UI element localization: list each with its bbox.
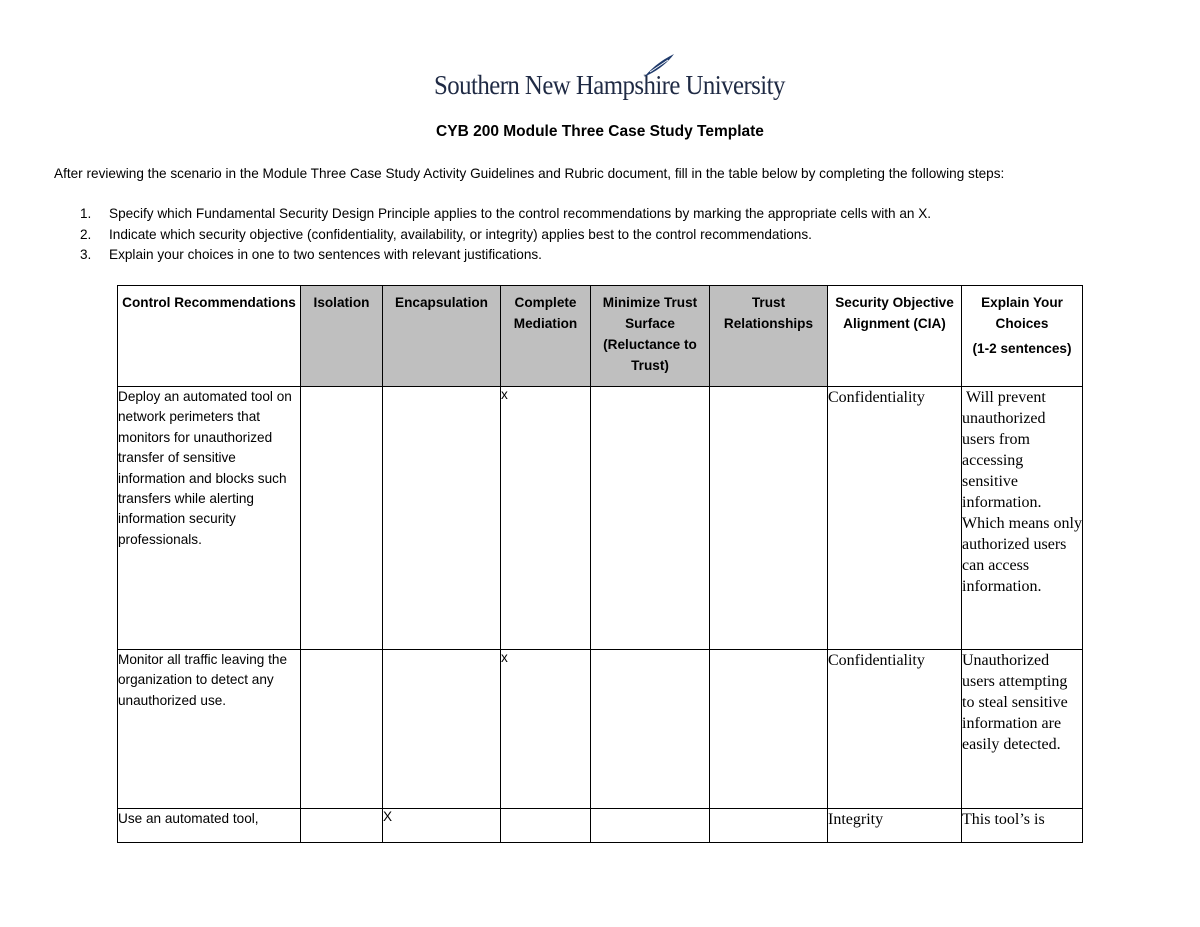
table-row [118,650,1083,809]
list-item [80,227,931,248]
header-encapsulation: Encapsulation [383,286,501,387]
cell-encapsulation[interactable] [383,650,501,809]
header-minimize-trust-surface: Minimize Trust Surface (Reluctance to Trust) [591,286,710,387]
step-number: 3. [80,247,92,262]
list-item [80,206,931,227]
cell-minimize-trust-surface[interactable] [591,809,710,843]
steps-list [80,206,931,268]
cell-isolation[interactable] [301,650,383,809]
cell-control[interactable]: Deploy an automated tool on network perimeters that monitors for unauthorized transfer of sensitive information and blocks such transfers while alerting information security professionals. [118,387,301,650]
cell-minimize-trust-surface[interactable] [591,387,710,650]
header-explain: Explain Your Choices (1-2 sentences) [962,286,1083,387]
table-row [118,387,1083,650]
cell-control[interactable]: Use an automated tool, [118,809,301,843]
header-isolation: Isolation [301,286,383,387]
cell-complete-mediation[interactable]: x [501,387,591,650]
cell-encapsulation[interactable] [383,387,501,650]
header-explain-sub: (1-2 sentences) [972,341,1072,356]
cell-encapsulation[interactable]: X [383,809,501,843]
header-complete-mediation: Complete Mediation [501,286,591,387]
cell-cia[interactable]: Confidentiality [828,650,962,809]
cell-complete-mediation[interactable]: x [501,650,591,809]
step-text: Indicate which security objective (confidentiality, availability, or integrity) applies best to the control recommendations. [109,226,812,242]
document-title: CYB 200 Module Three Case Study Template [436,123,764,140]
cell-explain[interactable]: Will prevent unauthorized users from accessing sensitive information. Which means only authorized users can access information. [962,387,1083,650]
header-row [118,286,1083,387]
table-row [118,809,1083,843]
cell-explain[interactable]: Unauthorized users attempting to steal sensitive information are easily detected. [962,650,1083,809]
university-logo [434,52,785,104]
cell-minimize-trust-surface[interactable] [591,650,710,809]
cell-control[interactable]: Monitor all traffic leaving the organization to detect any unauthorized use. [118,650,301,809]
cell-trust-relationships[interactable] [710,809,828,843]
cell-complete-mediation[interactable] [501,809,591,843]
cell-isolation[interactable] [301,809,383,843]
header-trust-relationships: Trust Relationships [710,286,828,387]
header-cia: Security Objective Alignment (CIA) [828,286,962,387]
header-control: Control Recommendations [118,286,301,387]
step-number: 1. [80,206,92,221]
cell-cia[interactable]: Confidentiality [828,387,962,650]
step-text: Specify which Fundamental Security Design Principle applies to the control recommendations by marking the appropriate cells with an X. [109,206,932,221]
case-study-table [117,285,1086,843]
cell-isolation[interactable] [301,387,383,650]
step-text: Explain your choices in one to two sentences with relevant justifications. [109,247,542,262]
leaf-quill-icon [642,52,676,78]
cell-trust-relationships[interactable] [710,387,828,650]
cell-cia[interactable]: Integrity [828,809,962,843]
list-item [80,247,931,268]
step-number: 2. [80,226,92,242]
cell-explain[interactable]: This tool’s is [962,809,1083,843]
intro-paragraph: After reviewing the scenario in the Module Three Case Study Activity Guidelines and Rubric document, fill in the table below by completing the following steps: [54,166,1005,181]
cell-trust-relationships[interactable] [710,650,828,809]
university-name: Southern New Hampshire University [434,70,785,100]
